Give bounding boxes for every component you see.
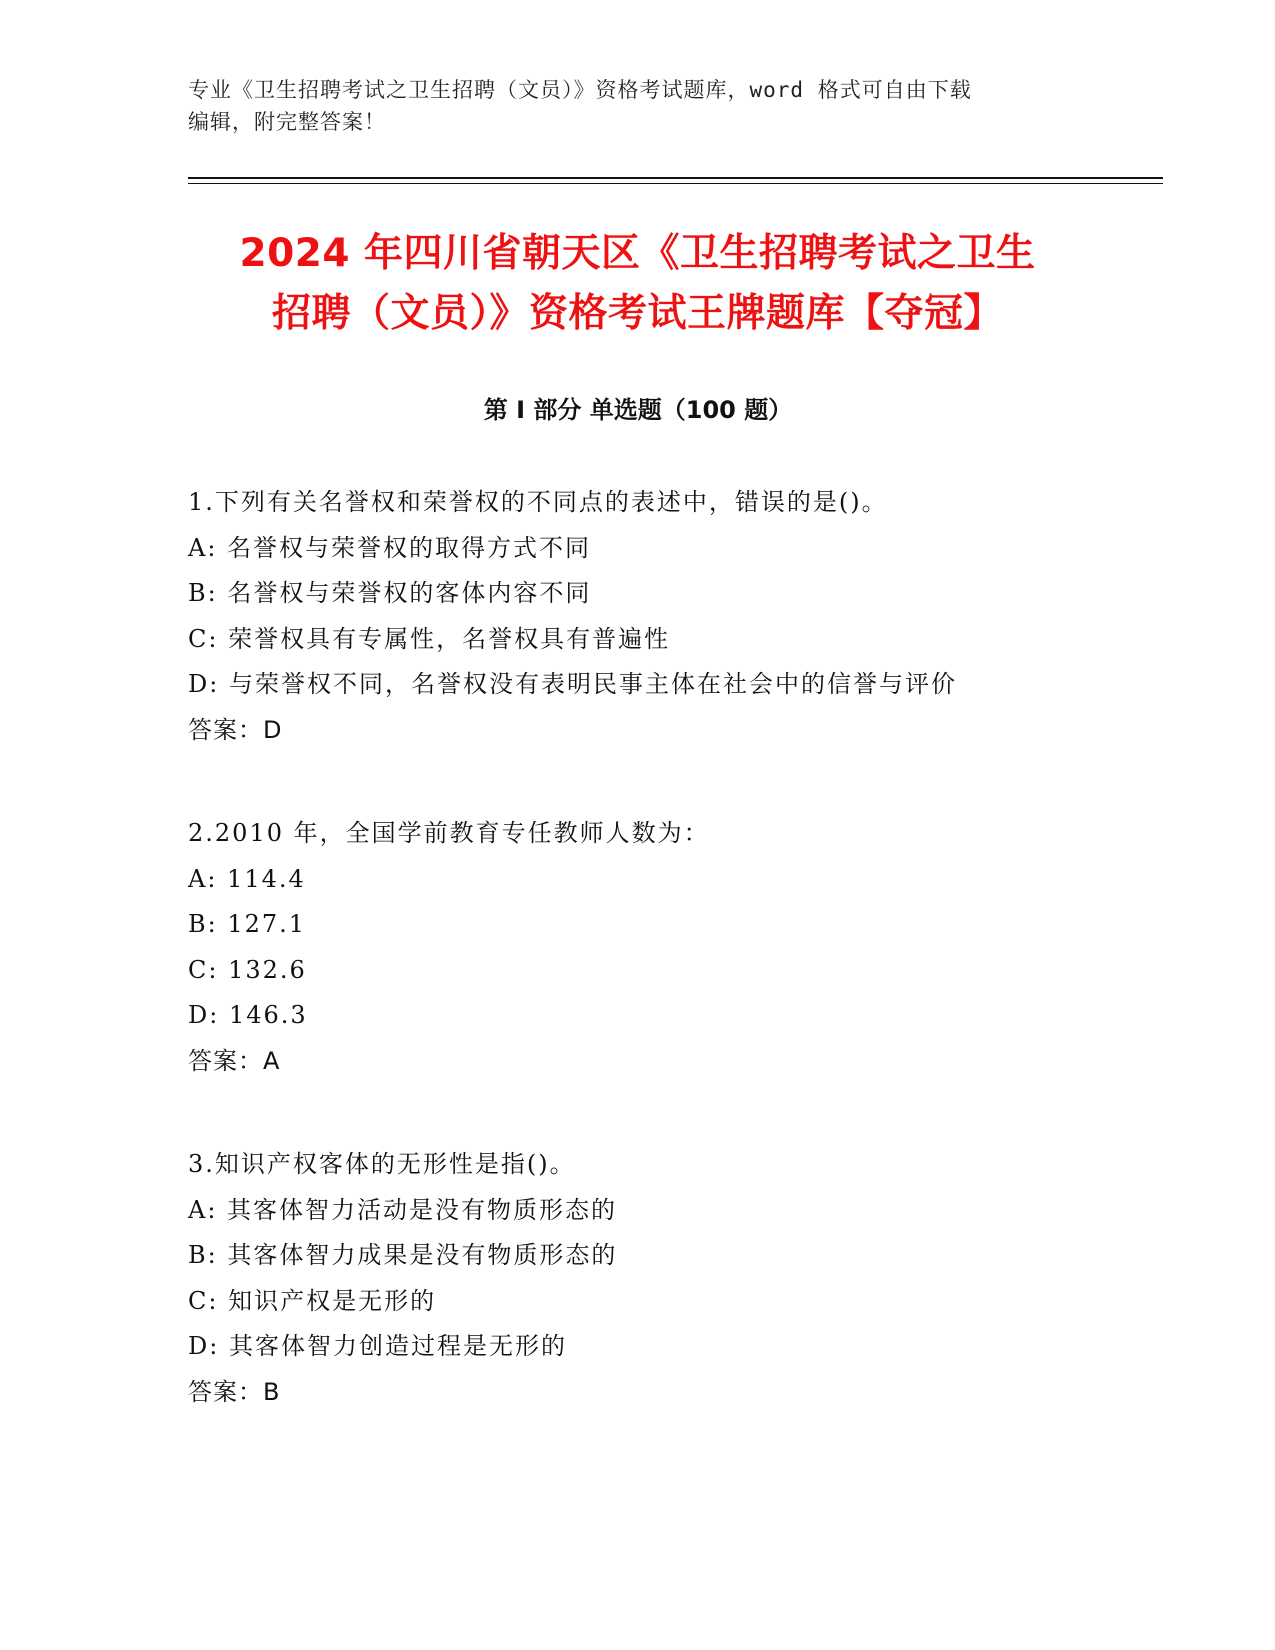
- option-a: A: 名誉权与荣誉权的取得方式不同: [188, 533, 592, 562]
- option-b: B: 127.1: [188, 910, 307, 938]
- header-divider-thick: [188, 177, 1163, 179]
- header-note-line-2: 编辑，附完整答案！: [188, 110, 386, 134]
- question-stem: 2.2010 年，全国学前教育专任教师人数为：: [188, 819, 710, 847]
- option-b: B: 其客体智力成果是没有物质形态的: [188, 1241, 618, 1269]
- question-1: [188, 480, 1148, 753]
- question-2: [188, 811, 1148, 1084]
- answer-key: 答案：A: [188, 1046, 281, 1075]
- document-title: [175, 224, 1100, 344]
- question-list: [188, 480, 1148, 1473]
- header-note-line-1: 专业《卫生招聘考试之卫生招聘（文员）》资格考试题库，word 格式可自由下载: [188, 78, 972, 102]
- header-divider-thin: [188, 183, 1163, 184]
- document-title-line-2: 招聘（文员）》资格考试王牌题库【夺冠】: [271, 291, 1003, 336]
- option-c: C: 知识产权是无形的: [188, 1286, 437, 1315]
- option-b: B: 名誉权与荣誉权的客体内容不同: [188, 579, 592, 607]
- option-d: D: 与荣誉权不同，名誉权没有表明民事主体在社会中的信誉与评价: [188, 670, 957, 698]
- answer-key: 答案：B: [188, 1377, 281, 1406]
- option-c: C: 荣誉权具有专属性，名誉权具有普遍性: [188, 624, 671, 653]
- question-stem: 3.知识产权客体的无形性是指()。: [188, 1150, 576, 1178]
- answer-key: 答案：D: [188, 715, 283, 744]
- section-title: 第 I 部分 单选题（100 题）: [483, 396, 793, 424]
- question-stem: 1.下列有关名誉权和荣誉权的不同点的表述中，错误的是()。: [188, 488, 888, 516]
- option-d: D: 其客体智力创造过程是无形的: [188, 1332, 567, 1360]
- option-c: C: 132.6: [188, 955, 307, 984]
- question-3: [188, 1142, 1148, 1415]
- option-d: D: 146.3: [188, 1001, 308, 1029]
- header-note: [188, 74, 1088, 138]
- option-a: A: 其客体智力活动是没有物质形态的: [188, 1195, 618, 1224]
- option-a: A: 114.4: [188, 864, 306, 893]
- document-title-line-1: 2024 年四川省朝天区《卫生招聘考试之卫生: [239, 231, 1036, 276]
